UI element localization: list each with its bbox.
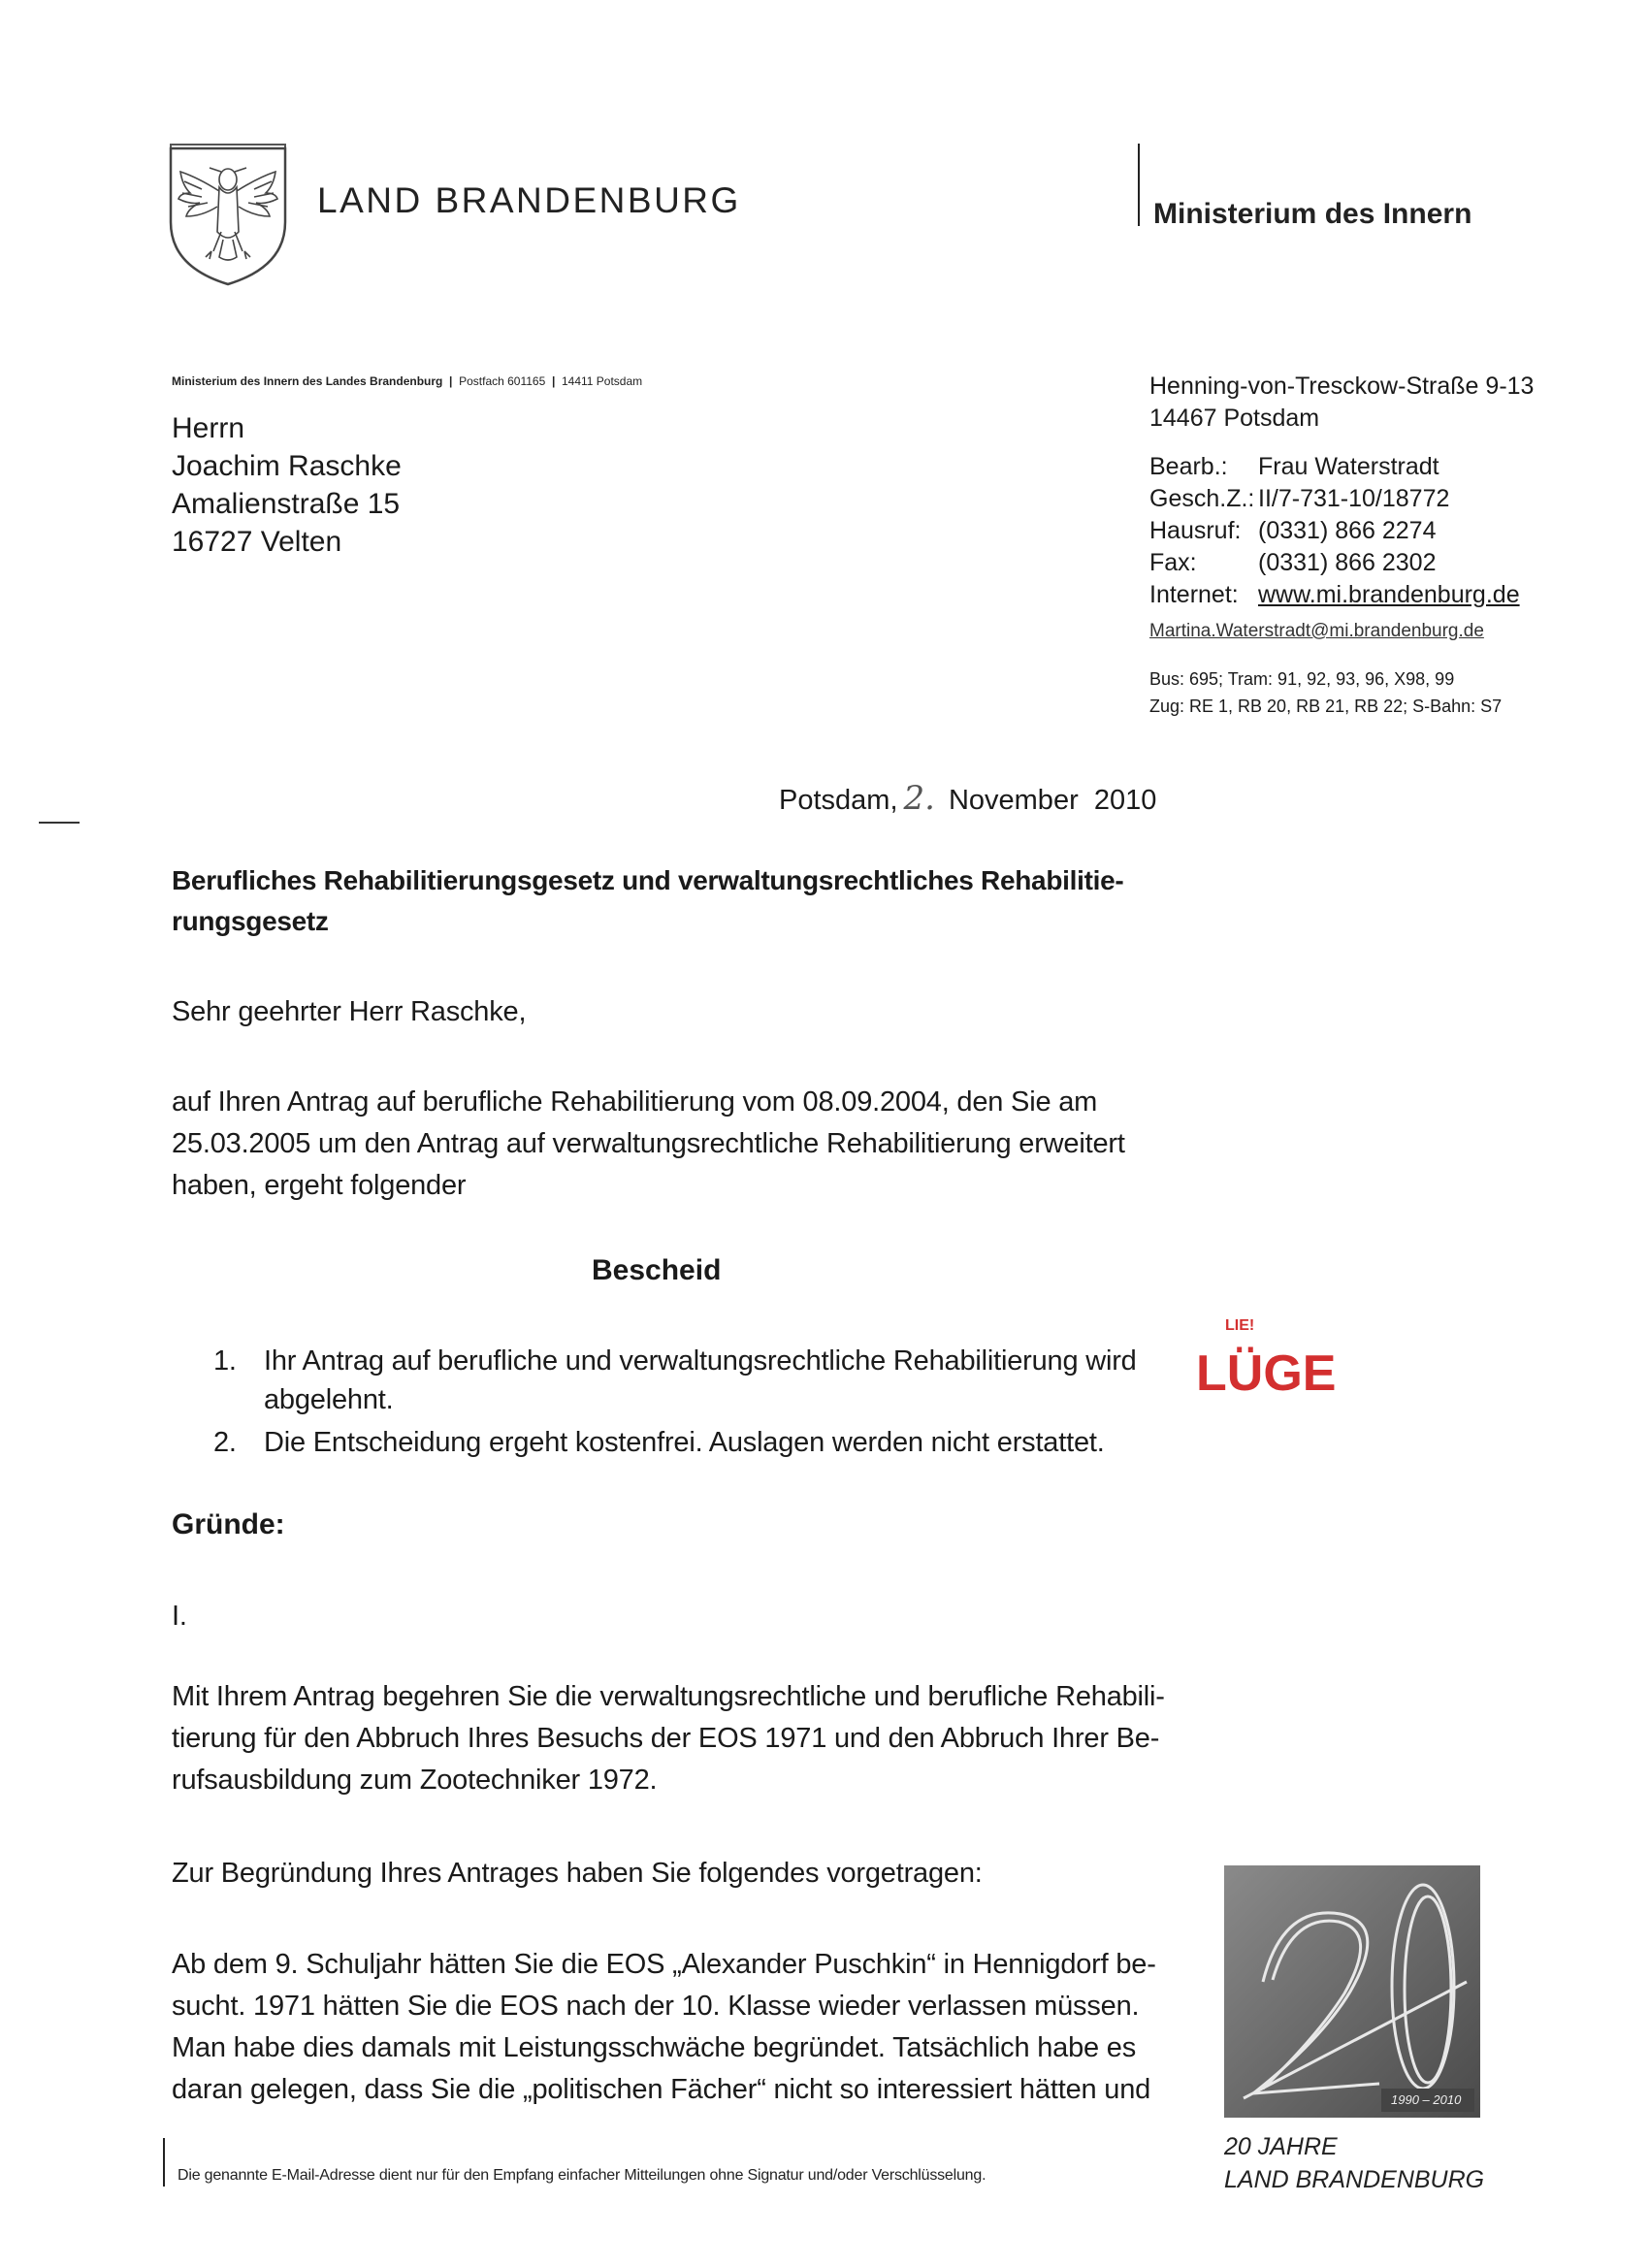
recipient-salutation: Herrn	[172, 412, 245, 444]
decision-list	[213, 1342, 1137, 1462]
recipient-street: Amalienstraße 15	[172, 488, 401, 520]
contact-row: Hausruf: (0331) 866 2274	[1149, 517, 1437, 544]
decision-heading: Bescheid	[592, 1254, 722, 1286]
contact-row: Bearb.: Frau Waterstradt	[1149, 453, 1439, 480]
recipient-city: 16727 Velten	[172, 526, 342, 558]
fold-mark	[39, 822, 80, 824]
annotation-large: LÜGE	[1196, 1345, 1337, 1402]
ministry-street: Henning-von-Tresckow-Straße 9-13	[1149, 373, 1535, 400]
paragraph-1: Mit Ihrem Antrag begehren Sie die verwaltungsrechtliche und berufliche Rehabili- tierung für den Abbruch Ihres Besuchs der EOS 1971 und den Abbruch Ihrer Be- rufsausbildung zum Zootechniker 1972.	[172, 1681, 1165, 1796]
sender-name: Ministerium des Innern des Landes Brandenburg	[172, 374, 443, 388]
subject-line-1: Berufliches Rehabilitierungsgesetz und verwaltungsrechtliches Rehabilitie-	[172, 865, 1124, 895]
anniversary-years: 1990 – 2010	[1391, 2092, 1462, 2107]
letterhead-divider	[1138, 144, 1140, 226]
anniversary-logo	[1224, 1865, 1480, 2118]
contact-row: Internet: www.mi.brandenburg.de	[1149, 579, 1520, 611]
sender-city: 14411 Potsdam	[561, 374, 643, 388]
sender-po-box: Postfach 601165	[459, 374, 546, 388]
transit-info	[1149, 665, 1502, 720]
footer-note: Die genannte E-Mail-Adresse dient nur für den Empfang einfacher Mitteilungen ohne Signatur und/oder Verschlüsselung.	[178, 2167, 986, 2184]
anniversary-20-graphic	[1224, 1865, 1480, 2118]
sender-return-line: Ministerium des Innern des Landes Brandenburg | Postfach 601165 | 14411 Potsdam	[172, 374, 643, 388]
email-link[interactable]: Martina.Waterstradt@mi.brandenburg.de	[1149, 621, 1484, 641]
transit-train: Zug: RE 1, RB 20, RB 21, RB 22; S-Bahn: S7	[1149, 697, 1503, 716]
transit-bus-tram: Bus: 695; Tram: 91, 92, 93, 96, X98, 99	[1149, 669, 1455, 689]
decision-item: 1. Ihr Antrag auf berufliche und verwaltungsrechtliche Rehabilitierung wird abgelehnt.	[213, 1345, 1137, 1415]
anniversary-caption: 20 JAHRE LAND BRANDENBURG	[1224, 2133, 1485, 2193]
subject-line-2: rungsgesetz	[172, 906, 329, 936]
recipient-address	[172, 409, 402, 561]
date-day-handwritten: 2.	[903, 779, 935, 818]
recipient-name: Joachim Raschke	[172, 450, 402, 482]
letter-date	[779, 779, 1156, 818]
reasons-heading: Gründe:	[172, 1508, 285, 1540]
date-month-year: November 2010	[948, 785, 1157, 816]
state-name: LAND BRANDENBURG	[317, 180, 741, 220]
ministry-city: 14467 Potsdam	[1149, 405, 1320, 432]
paragraph-2: Zur Begründung Ihres Antrages haben Sie folgendes vorgetragen:	[172, 1858, 983, 1889]
paragraph-3: Ab dem 9. Schuljahr hätten Sie die EOS „Alexander Puschkin“ in Hennigdorf be- sucht. 1971 hätten Sie die EOS nach der 10. Klasse wieder verlassen müssen. Man habe dies damals mit Leistungsschwäche begründet. Tatsächlich habe es daran gelegen, dass Sie die „politischen Fächer“ nicht so interessiert hätten und	[172, 1949, 1156, 2105]
date-place: Potsdam,	[779, 785, 898, 816]
greeting: Sehr geehrter Herr Raschke,	[172, 996, 527, 1027]
footer-divider	[163, 2138, 165, 2187]
ministry-name: Ministerium des Innern	[1153, 198, 1472, 230]
annotation-small: LIE!	[1225, 1317, 1255, 1334]
ministry-address	[1149, 371, 1534, 435]
subject	[172, 860, 1123, 942]
coat-of-arms	[163, 143, 293, 286]
website-link[interactable]: www.mi.brandenburg.de	[1258, 581, 1520, 608]
contact-block	[1149, 451, 1520, 611]
section-marker: I.	[172, 1601, 187, 1632]
decision-item: 2. Die Entscheidung ergeht kostenfrei. Auslagen werden nicht erstattet.	[213, 1427, 1105, 1458]
contact-row: Gesch.Z.: II/7-731-10/18772	[1149, 485, 1450, 512]
contact-row: Fax: (0331) 866 2302	[1149, 549, 1437, 576]
intro-paragraph: auf Ihren Antrag auf berufliche Rehabilitierung vom 08.09.2004, den Sie am 25.03.2005 um den Antrag auf verwaltungsrechtliche Rehabilitierung erweitert haben, ergeht folgender	[172, 1086, 1125, 1201]
brandenburg-eagle-icon	[163, 143, 293, 286]
